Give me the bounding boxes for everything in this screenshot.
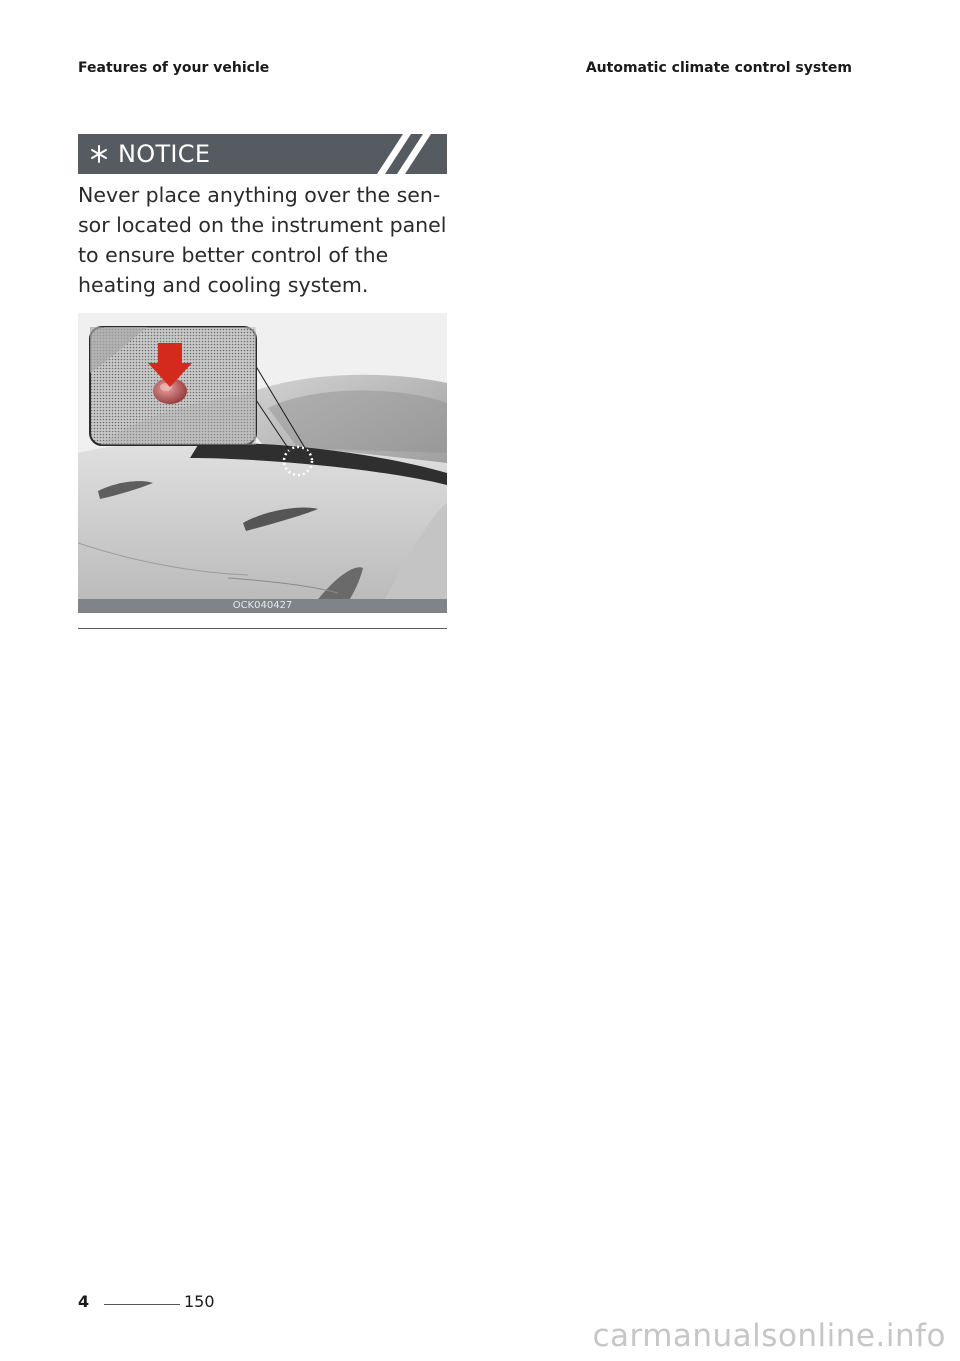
chapter-number: 4 <box>78 1292 90 1311</box>
notice-stripes-decoration <box>367 134 447 174</box>
notice-title: NOTICE <box>118 140 211 168</box>
dashboard-illustration <box>78 313 447 613</box>
sensor-figure <box>78 313 447 613</box>
header-topic-title: Automatic climate control system <box>585 60 852 76</box>
notice-bar <box>78 134 447 174</box>
page-number: 150 <box>184 1292 215 1311</box>
footer-divider <box>104 1304 180 1305</box>
header-section-title: Features of your vehicle <box>78 60 270 76</box>
asterisk-icon <box>86 141 112 167</box>
watermark-text: carmanualsonline.info <box>592 1318 946 1354</box>
notice-body: Never place anything over the sen-sor located on the instrument panel to ensure better control of the heating and cooling system. <box>78 183 447 297</box>
section-rule <box>78 628 447 629</box>
figure-code: OCK040427 <box>232 600 293 611</box>
sensor-inset <box>90 327 256 445</box>
